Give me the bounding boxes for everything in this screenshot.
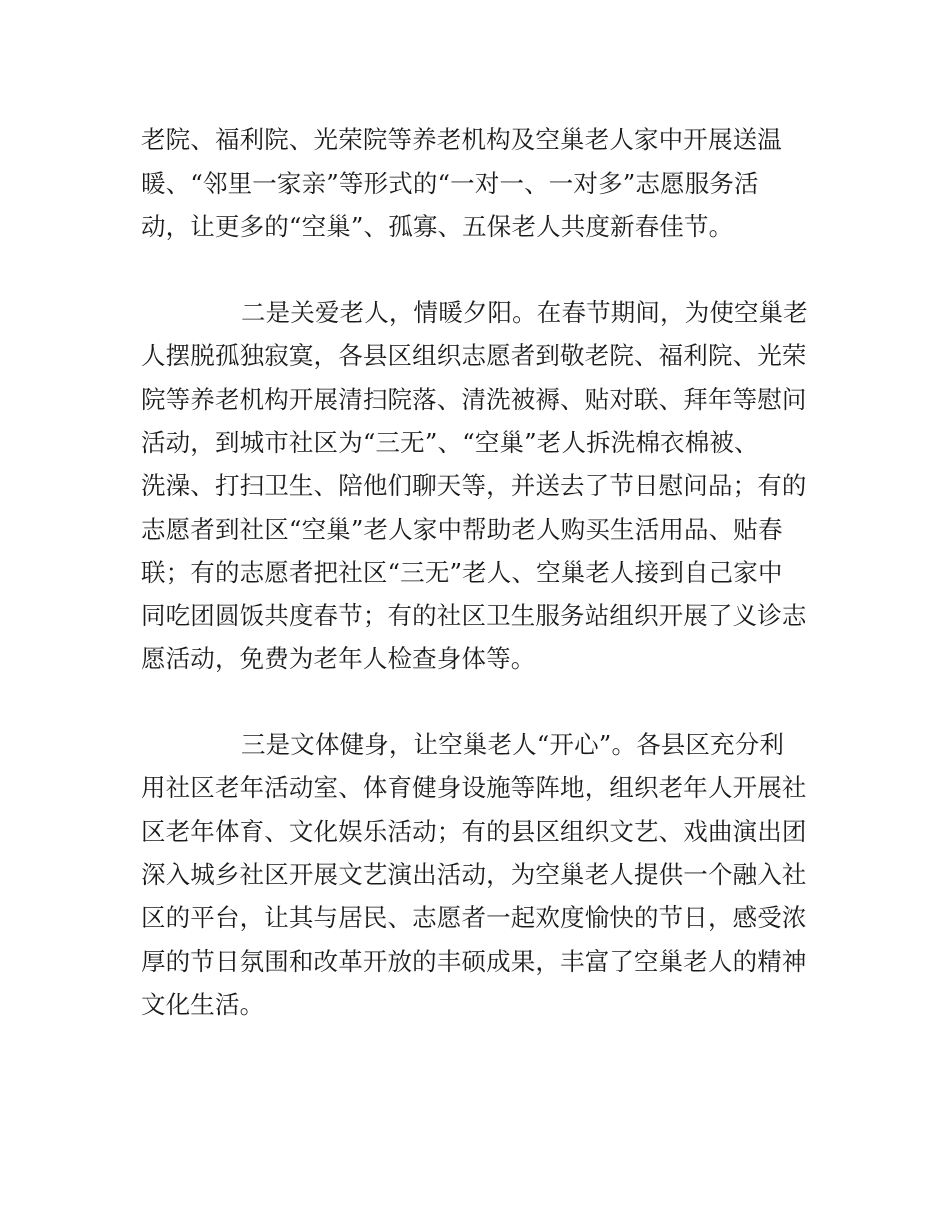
paragraph-2-line-8: 同吃团圆饭共度春节；有的社区卫生服务站组织开展了义诊志 [141, 601, 807, 630]
paragraph-2-line-9: 愿活动，免费为老年人检查身体等。 [141, 644, 536, 673]
paragraph-2-line-2: 人摆脱孤独寂寞，各县区组织志愿者到敬老院、福利院、光荣 [141, 341, 807, 370]
paragraph-2-line-1: 二是关爱老人，情暖夕阳。在春节期间，为使空巢老 [241, 298, 808, 327]
paragraph-3-line-6: 厚的节日氛围和改革开放的丰硕成果，丰富了空巢老人的精神 [141, 947, 807, 976]
paragraph-2-line-7: 联；有的志愿者把社区“三无”老人、空巢老人接到自己家中 [141, 558, 783, 587]
paragraph-3-line-2: 用社区老年活动室、体育健身设施等阵地，组织老年人开展社 [141, 773, 807, 802]
paragraph-3-line-4: 深入城乡社区开展文艺演出活动，为空巢老人提供一个融入社 [141, 860, 807, 889]
paragraph-2-line-6: 志愿者到社区“空巢”老人家中帮助老人购买生活用品、贴春 [141, 515, 783, 544]
paragraph-3-line-7: 文化生活。 [141, 990, 265, 1019]
paragraph-3-line-5: 区的平台，让其与居民、志愿者一起欢度愉快的节日，感受浓 [141, 903, 807, 932]
paragraph-1-line-3: 动，让更多的“空巢”、孤寡、五保老人共度新春佳节。 [141, 212, 734, 241]
paragraph-2-line-4: 活动，到城市社区为“三无”、“空巢”老人拆洗棉衣棉被、 [141, 428, 759, 457]
paragraph-2-line-5: 洗澡、打扫卫生、陪他们聊天等，并送去了节日慰问品；有的 [141, 471, 807, 500]
paragraph-3-line-1: 三是文体健身，让空巢老人“开心”。各县区充分利 [241, 730, 784, 759]
paragraph-1-line-1: 老院、福利院、光荣院等养老机构及空巢老人家中开展送温 [141, 125, 782, 154]
paragraph-1-line-2: 暖、“邻里一家亲”等形式的“一对一、一对多”志愿服务活 [141, 169, 759, 198]
paragraph-3-line-3: 区老年体育、文化娱乐活动；有的县区组织文艺、戏曲演出团 [141, 817, 807, 846]
paragraph-2-line-3: 院等养老机构开展清扫院落、清洗被褥、贴对联、拜年等慰问 [141, 385, 807, 414]
